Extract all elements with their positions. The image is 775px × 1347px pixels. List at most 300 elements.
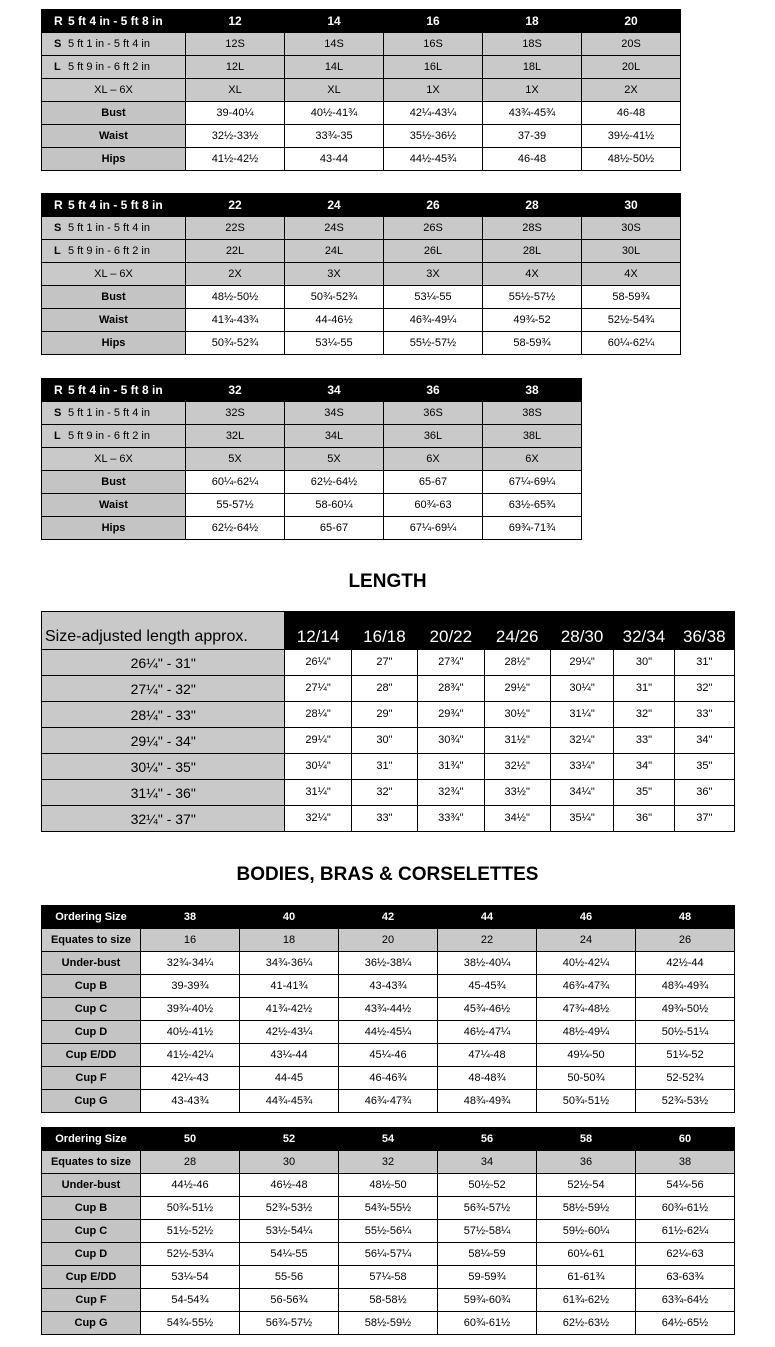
length-column-header: 36/38 [674, 612, 734, 650]
size-cell: 40½-41¾ [285, 102, 384, 125]
size-cell: 5X [186, 448, 285, 471]
bodies-row-label: Cup D [42, 1243, 141, 1266]
bodies-cell: 41¾-42½ [240, 998, 339, 1021]
bodies-cell: 42½-44 [636, 952, 735, 975]
height-letter: R [54, 198, 63, 212]
size-cell: 26 [384, 194, 483, 217]
height-letter: L [54, 60, 61, 73]
size-cell: 46-48 [582, 102, 681, 125]
bodies-cell: 54¼-56 [636, 1174, 735, 1197]
bodies-cell: 60¾-61½ [636, 1197, 735, 1220]
bodies-cell: 41½-42¼ [141, 1044, 240, 1067]
length-cell: 28" [351, 676, 417, 702]
size-row-l [42, 56, 681, 79]
height-letter: L [54, 244, 61, 257]
size-cell: 24S [285, 217, 384, 240]
bodies-cell: 61¾-62½ [537, 1289, 636, 1312]
size-cell: 4X [483, 263, 582, 286]
bodies-cell: 49¾-50½ [636, 998, 735, 1021]
size-row-hips [42, 148, 681, 171]
bodies-cell: 56-56¾ [240, 1289, 339, 1312]
row-label: Bust [42, 471, 186, 494]
height-range: 5 ft 9 in - 6 ft 2 in [68, 429, 150, 442]
size-cell: 6X [384, 448, 483, 471]
bodies-cell: 57½-58¼ [438, 1220, 537, 1243]
size-row-s [42, 33, 681, 56]
bodies-row [42, 1197, 735, 1220]
row-label: Waist [42, 494, 186, 517]
length-cell: 31¼" [550, 702, 613, 728]
size-cell: 39½-41½ [582, 125, 681, 148]
length-cell: 30¾" [418, 728, 484, 754]
bodies-cell: 36 [537, 1151, 636, 1174]
bodies-cell: 28 [141, 1151, 240, 1174]
bodies-cell: 46-46¾ [339, 1067, 438, 1090]
row-label [42, 194, 186, 217]
size-cell: 32S [186, 402, 285, 425]
size-row-hips [42, 332, 681, 355]
bodies-row [42, 998, 735, 1021]
bodies-cell: 54¾-55½ [141, 1312, 240, 1335]
size-cell: 60¾-63 [384, 494, 483, 517]
size-cell: 28 [483, 194, 582, 217]
length-cell: 26¼" [285, 650, 351, 676]
length-column-header: 28/30 [550, 612, 613, 650]
length-cell: 30¼" [550, 676, 613, 702]
length-cell: 35" [674, 754, 734, 780]
height-range: 5 ft 1 in - 5 ft 4 in [68, 221, 150, 234]
size-cell: 43¾-45¾ [483, 102, 582, 125]
size-row-xl [42, 79, 681, 102]
bodies-row [42, 1067, 735, 1090]
bodies-cell: 56¾-57½ [438, 1197, 537, 1220]
size-cell: 16S [384, 33, 483, 56]
size-table [41, 193, 681, 355]
bodies-cell: 63-63¾ [636, 1266, 735, 1289]
size-cell: 46¾-49¼ [384, 309, 483, 332]
length-row-label: 28¼" - 33" [42, 702, 285, 728]
height-letter: R [54, 383, 63, 397]
bodies-row-label: Cup G [42, 1090, 141, 1113]
size-cell: 65-67 [384, 471, 483, 494]
bodies-cell: 51½-52½ [141, 1220, 240, 1243]
size-cell: 62½-64½ [186, 517, 285, 540]
bodies-cell: 38 [141, 906, 240, 929]
size-cell: 38L [483, 425, 582, 448]
bodies-cell: 61-61¾ [537, 1266, 636, 1289]
length-cell: 29¼" [550, 650, 613, 676]
size-cell: 36S [384, 402, 483, 425]
bodies-cell: 50 [141, 1128, 240, 1151]
bodies-cell: 51¼-52 [636, 1044, 735, 1067]
height-range: 5 ft 1 in - 5 ft 4 in [68, 406, 150, 419]
size-cell: 1X [384, 79, 483, 102]
size-cell: 36L [384, 425, 483, 448]
bodies-cell: 50¾-51½ [537, 1090, 636, 1113]
size-cell: 34L [285, 425, 384, 448]
length-row [42, 806, 735, 832]
size-row-r [42, 10, 681, 33]
size-cell: 39-40¼ [186, 102, 285, 125]
length-cell: 35¼" [550, 806, 613, 832]
size-cell: 16L [384, 56, 483, 79]
row-label: Hips [42, 148, 186, 171]
bodies-row [42, 1220, 735, 1243]
size-cell: 58-59¾ [483, 332, 582, 355]
size-row-r [42, 379, 582, 402]
length-cell: 33" [674, 702, 734, 728]
bodies-cell: 48¾-49¾ [438, 1090, 537, 1113]
length-cell: 31" [614, 676, 674, 702]
bodies-cell: 58 [537, 1128, 636, 1151]
bodies-cell: 46¾-47¾ [537, 975, 636, 998]
length-cell: 34" [674, 728, 734, 754]
bodies-cell: 43-43¾ [141, 1090, 240, 1113]
bodies-cell: 44½-46 [141, 1174, 240, 1197]
size-cell: 14 [285, 10, 384, 33]
bodies-table [41, 1127, 735, 1335]
bodies-row-label: Cup C [42, 998, 141, 1021]
row-label [42, 240, 186, 263]
row-label: XL – 6X [42, 79, 186, 102]
bodies-title: BODIES, BRAS & CORSELETTES [236, 864, 539, 885]
row-label [42, 217, 186, 240]
length-cell: 29¾" [418, 702, 484, 728]
length-cell: 30½" [484, 702, 550, 728]
bodies-row-label: Cup F [42, 1289, 141, 1312]
size-cell: 48½-50½ [582, 148, 681, 171]
length-row-label: 27¼" - 32" [42, 676, 285, 702]
length-cell: 30¼" [285, 754, 351, 780]
bodies-row [42, 1151, 735, 1174]
bodies-cell: 61½-62¼ [636, 1220, 735, 1243]
size-cell: 44-46½ [285, 309, 384, 332]
bodies-row [42, 1090, 735, 1113]
bodies-cell: 43¼-44 [240, 1044, 339, 1067]
bodies-cell: 60¾-61½ [438, 1312, 537, 1335]
bodies-cell: 22 [438, 929, 537, 952]
height-letter: L [54, 429, 61, 442]
bodies-cell: 60 [636, 1128, 735, 1151]
height-range: 5 ft 4 in - 5 ft 8 in [68, 383, 163, 397]
length-cell: 31" [674, 650, 734, 676]
size-cell: 62½-64½ [285, 471, 384, 494]
size-row-r [42, 194, 681, 217]
size-cell: 50¾-52¾ [285, 286, 384, 309]
bodies-cell: 48½-49¼ [537, 1021, 636, 1044]
length-row-label: 30¼" - 35" [42, 754, 285, 780]
length-cell: 36" [674, 780, 734, 806]
size-cell: 6X [483, 448, 582, 471]
size-row-bust [42, 102, 681, 125]
size-cell: 38 [483, 379, 582, 402]
size-cell: 67¼-69¼ [384, 517, 483, 540]
bodies-cell: 52½-54 [537, 1174, 636, 1197]
bodies-cell: 18 [240, 929, 339, 952]
bodies-cell: 54¼-55 [240, 1243, 339, 1266]
length-cell: 27¼" [285, 676, 351, 702]
bodies-cell: 46 [537, 906, 636, 929]
bodies-row [42, 1044, 735, 1067]
size-cell: 20S [582, 33, 681, 56]
length-cell: 36" [614, 806, 674, 832]
bodies-cell: 47¾-48½ [537, 998, 636, 1021]
length-row [42, 780, 735, 806]
bodies-row [42, 975, 735, 998]
size-cell: 50¾-52¾ [186, 332, 285, 355]
row-label: XL – 6X [42, 263, 186, 286]
bodies-cell: 42¼-43 [141, 1067, 240, 1090]
size-cell: 2X [186, 263, 285, 286]
size-cell: 22L [186, 240, 285, 263]
length-column-header: 24/26 [484, 612, 550, 650]
height-range: 5 ft 1 in - 5 ft 4 in [68, 37, 150, 50]
size-cell: 34 [285, 379, 384, 402]
size-cell: 12S [186, 33, 285, 56]
bodies-cell: 52¾-53½ [240, 1197, 339, 1220]
length-cell: 32" [614, 702, 674, 728]
size-cell: 12L [186, 56, 285, 79]
length-cell: 27¾" [418, 650, 484, 676]
length-cell: 34" [614, 754, 674, 780]
size-cell: 14S [285, 33, 384, 56]
bodies-row-label: Cup F [42, 1067, 141, 1090]
bodies-cell: 38 [636, 1151, 735, 1174]
size-table [41, 9, 681, 171]
row-label [42, 379, 186, 402]
bodies-cell: 45¼-46 [339, 1044, 438, 1067]
bodies-cell: 39-39¾ [141, 975, 240, 998]
size-cell: 55-57½ [186, 494, 285, 517]
size-cell: 20L [582, 56, 681, 79]
length-cell: 34¼" [550, 780, 613, 806]
size-cell: 18S [483, 33, 582, 56]
bodies-cell: 54-54¾ [141, 1289, 240, 1312]
row-label: Waist [42, 309, 186, 332]
length-row [42, 754, 735, 780]
height-range: 5 ft 9 in - 6 ft 2 in [68, 244, 150, 257]
size-cell: 60¼-62¼ [582, 332, 681, 355]
bodies-cell: 59-59¾ [438, 1266, 537, 1289]
bodies-row-label: Ordering Size [42, 906, 141, 929]
size-cell: 16 [384, 10, 483, 33]
size-row-l [42, 425, 582, 448]
bodies-cell: 41-41¾ [240, 975, 339, 998]
size-row-waist [42, 494, 582, 517]
bodies-cell: 44 [438, 906, 537, 929]
bodies-cell: 40½-41½ [141, 1021, 240, 1044]
row-label: Waist [42, 125, 186, 148]
length-cell: 37" [674, 806, 734, 832]
bodies-row-label: Cup G [42, 1312, 141, 1335]
bodies-row [42, 1021, 735, 1044]
size-row-xl [42, 448, 582, 471]
size-cell: 60¼-62¼ [186, 471, 285, 494]
length-row [42, 676, 735, 702]
size-cell: 65-67 [285, 517, 384, 540]
bodies-row [42, 1312, 735, 1335]
length-cell: 31¾" [418, 754, 484, 780]
length-row-label: 32¼" - 37" [42, 806, 285, 832]
bodies-cell: 32 [339, 1151, 438, 1174]
size-cell: 53¼-55 [384, 286, 483, 309]
size-cell: 41¾-43¾ [186, 309, 285, 332]
size-table [41, 378, 582, 540]
length-row-label: 31¼" - 36" [42, 780, 285, 806]
bodies-cell: 52 [240, 1128, 339, 1151]
length-cell: 29¼" [285, 728, 351, 754]
bodies-cell: 46¾-47¾ [339, 1090, 438, 1113]
length-cell: 27" [351, 650, 417, 676]
row-label [42, 425, 186, 448]
bodies-cell: 58½-59½ [537, 1197, 636, 1220]
size-cell: 58-60¼ [285, 494, 384, 517]
size-cell: 18 [483, 10, 582, 33]
size-cell: 53¼-55 [285, 332, 384, 355]
length-cell: 35" [614, 780, 674, 806]
size-cell: 26S [384, 217, 483, 240]
size-cell: 67¼-69¼ [483, 471, 582, 494]
length-title: LENGTH [348, 571, 427, 592]
size-row-s [42, 402, 582, 425]
size-cell: 58-59¾ [582, 286, 681, 309]
bodies-cell: 46½-47¼ [438, 1021, 537, 1044]
row-label [42, 402, 186, 425]
bodies-cell: 64½-65½ [636, 1312, 735, 1335]
bodies-cell: 45¾-46½ [438, 998, 537, 1021]
bodies-table [41, 905, 735, 1113]
row-label [42, 33, 186, 56]
size-cell: 48½-50½ [186, 286, 285, 309]
height-letter: S [54, 221, 62, 234]
bodies-cell: 53½-54¼ [240, 1220, 339, 1243]
size-cell: XL [186, 79, 285, 102]
bodies-cell: 58¼-59 [438, 1243, 537, 1266]
size-row-hips [42, 517, 582, 540]
bodies-cell: 55-56 [240, 1266, 339, 1289]
size-cell: 32L [186, 425, 285, 448]
bodies-cell: 58½-59½ [339, 1312, 438, 1335]
bodies-row [42, 1174, 735, 1197]
height-range: 5 ft 4 in - 5 ft 8 in [68, 198, 163, 212]
bodies-cell: 59¾-60¾ [438, 1289, 537, 1312]
size-cell: 20 [582, 10, 681, 33]
length-column-header: 12/14 [285, 612, 351, 650]
bodies-cell: 40½-42¼ [537, 952, 636, 975]
length-cell: 28¼" [285, 702, 351, 728]
size-cell: XL [285, 79, 384, 102]
bodies-cell: 42 [339, 906, 438, 929]
bodies-cell: 46½-48 [240, 1174, 339, 1197]
length-cell: 32" [351, 780, 417, 806]
bodies-cell: 48-48¾ [438, 1067, 537, 1090]
bodies-cell: 48 [636, 906, 735, 929]
size-cell: 32 [186, 379, 285, 402]
row-label: Bust [42, 102, 186, 125]
bodies-row [42, 929, 735, 952]
size-cell: 3X [285, 263, 384, 286]
bodies-cell: 38½-40¼ [438, 952, 537, 975]
size-cell: 4X [582, 263, 681, 286]
bodies-row-label: Cup E/DD [42, 1266, 141, 1289]
bodies-cell: 26 [636, 929, 735, 952]
height-range: 5 ft 9 in - 6 ft 2 in [68, 60, 150, 73]
size-cell: 30 [582, 194, 681, 217]
size-row-xl [42, 263, 681, 286]
length-cell: 33" [614, 728, 674, 754]
row-label: XL – 6X [42, 448, 186, 471]
bodies-row [42, 1243, 735, 1266]
bodies-cell: 52½-53¼ [141, 1243, 240, 1266]
bodies-row [42, 1266, 735, 1289]
bodies-row [42, 1128, 735, 1151]
length-cell: 31¼" [285, 780, 351, 806]
size-cell: 35½-36½ [384, 125, 483, 148]
bodies-cell: 34 [438, 1151, 537, 1174]
size-row-bust [42, 471, 582, 494]
bodies-cell: 50½-52 [438, 1174, 537, 1197]
bodies-cell: 50½-51¼ [636, 1021, 735, 1044]
size-cell: 22S [186, 217, 285, 240]
bodies-cell: 54 [339, 1128, 438, 1151]
size-cell: 36 [384, 379, 483, 402]
length-cell: 34½" [484, 806, 550, 832]
bodies-cell: 16 [141, 929, 240, 952]
row-label [42, 10, 186, 33]
bodies-cell: 56 [438, 1128, 537, 1151]
size-cell: 30S [582, 217, 681, 240]
length-cell: 32¾" [418, 780, 484, 806]
bodies-cell: 43-43¾ [339, 975, 438, 998]
length-header-label: Size-adjusted length approx. [42, 612, 285, 650]
size-cell: 42¼-43¼ [384, 102, 483, 125]
length-column-header: 32/34 [614, 612, 674, 650]
bodies-cell: 44-45 [240, 1067, 339, 1090]
size-cell: 12 [186, 10, 285, 33]
height-letter: S [54, 406, 62, 419]
size-cell: 24L [285, 240, 384, 263]
size-cell: 24 [285, 194, 384, 217]
height-range: 5 ft 4 in - 5 ft 8 in [68, 14, 163, 28]
bodies-row [42, 952, 735, 975]
length-row [42, 650, 735, 676]
size-cell: 33¾-35 [285, 125, 384, 148]
row-label: Hips [42, 332, 186, 355]
length-cell: 33½" [484, 780, 550, 806]
size-cell: 22 [186, 194, 285, 217]
bodies-cell: 62¼-63 [636, 1243, 735, 1266]
bodies-cell: 59½-60¼ [537, 1220, 636, 1243]
bodies-cell: 44½-45¼ [339, 1021, 438, 1044]
height-letter: S [54, 37, 62, 50]
size-cell: 34S [285, 402, 384, 425]
length-cell: 33" [351, 806, 417, 832]
length-row-label: 26¼" - 31" [42, 650, 285, 676]
size-cell: 49¾-52 [483, 309, 582, 332]
length-table [41, 611, 735, 832]
bodies-cell: 42½-43¼ [240, 1021, 339, 1044]
length-cell: 32¼" [550, 728, 613, 754]
size-row-bust [42, 286, 681, 309]
bodies-row-label: Cup B [42, 1197, 141, 1220]
size-cell: 69¾-71¾ [483, 517, 582, 540]
bodies-row-label: Cup E/DD [42, 1044, 141, 1067]
row-label [42, 56, 186, 79]
length-cell: 33¾" [418, 806, 484, 832]
size-cell: 28L [483, 240, 582, 263]
bodies-row [42, 1289, 735, 1312]
length-column-header: 16/18 [351, 612, 417, 650]
